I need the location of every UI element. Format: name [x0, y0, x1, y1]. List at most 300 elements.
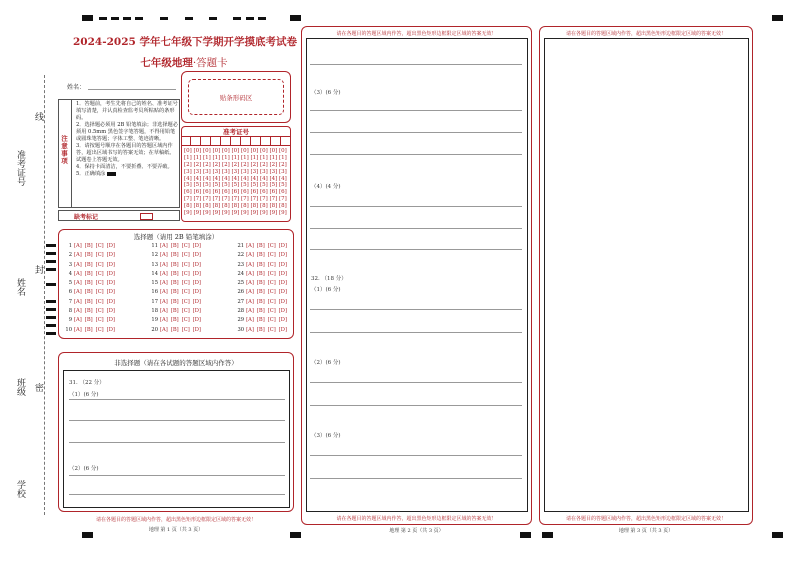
digit-bubble[interactable]: [5] — [193, 182, 202, 189]
mc-option-bubble[interactable]: [B] — [84, 289, 93, 296]
mc-question-number: 26 — [237, 289, 245, 296]
mc-option-bubble[interactable]: [A] — [246, 317, 254, 324]
digit-bubble[interactable]: [7] — [184, 196, 192, 203]
digit-bubble[interactable]: [5] — [260, 182, 268, 189]
digit-bubble[interactable]: [2] — [250, 161, 259, 168]
notice-title: 注意事项 — [60, 135, 68, 165]
digit-bubble[interactable]: [1] — [279, 154, 287, 161]
mc-option-bubble[interactable]: [C] — [267, 280, 276, 287]
mc-option-bubble[interactable]: [C] — [267, 261, 276, 268]
mc-option-bubble[interactable]: [D] — [278, 270, 287, 277]
digit-bubble[interactable]: [1] — [231, 154, 240, 161]
answer-line — [310, 206, 522, 207]
digit-bubble[interactable]: [1] — [193, 154, 202, 161]
mc-option-bubble[interactable]: [A] — [160, 308, 168, 315]
digit-bubble[interactable]: [6] — [279, 189, 287, 196]
digit-bubble[interactable]: [4] — [212, 175, 221, 182]
mc-option-bubble[interactable]: [B] — [170, 280, 179, 287]
digit-bubble[interactable]: [0] — [222, 148, 230, 154]
answer-line — [310, 309, 522, 310]
digit-bubble[interactable]: [0] — [279, 148, 287, 154]
digit-bubble[interactable]: [6] — [250, 189, 259, 196]
mc-option-bubble[interactable]: [B] — [84, 308, 93, 315]
timing-mark — [46, 252, 56, 255]
mc-option-bubble[interactable]: [D] — [192, 261, 201, 268]
answer-frame[interactable] — [544, 38, 749, 512]
mc-option-bubble[interactable]: [C] — [181, 280, 190, 287]
digit-bubble[interactable]: [8] — [184, 203, 192, 210]
digit-bubble[interactable]: [6] — [269, 189, 278, 196]
mc-question-number: 14 — [151, 270, 159, 277]
digit-bubble[interactable]: [4] — [250, 175, 259, 182]
digit-bubble[interactable]: [9] — [269, 210, 278, 217]
mc-option-bubble[interactable]: [D] — [278, 261, 287, 268]
mc-option-bubble[interactable]: [A] — [74, 252, 82, 259]
digit-bubble[interactable]: [7] — [260, 196, 268, 203]
admit-digit-grid — [184, 148, 287, 217]
digit-row — [184, 155, 287, 162]
mc-option-bubble[interactable]: [B] — [170, 298, 179, 305]
digit-bubble[interactable]: [4] — [269, 175, 278, 182]
mc-question-number: 1 — [68, 243, 72, 249]
mc-option-bubble[interactable]: [C] — [267, 326, 276, 333]
mc-option-bubble[interactable]: [B] — [170, 243, 179, 249]
digit-bubble[interactable]: [5] — [203, 182, 211, 189]
q31-2-label: （2）(6 分) — [69, 466, 99, 472]
mc-question-number: 16 — [151, 289, 159, 296]
mc-option-bubble[interactable]: [C] — [95, 270, 104, 277]
mc-option-bubble[interactable]: [B] — [170, 261, 179, 268]
mc-option-bubble[interactable]: [A] — [74, 326, 82, 333]
digit-bubble[interactable]: [0] — [241, 148, 249, 154]
digit-bubble[interactable]: [0] — [250, 148, 259, 154]
mc-question-number: 7 — [68, 298, 72, 305]
digit-bubble[interactable]: [4] — [279, 175, 287, 182]
digit-bubble[interactable]: [5] — [250, 182, 259, 189]
digit-bubble[interactable]: [2] — [260, 161, 268, 168]
mc-option-bubble[interactable]: [A] — [246, 243, 254, 249]
timing-mark — [135, 17, 143, 20]
mc-question-number: 20 — [151, 326, 159, 333]
absent-mark-label: 缺考标记 — [74, 214, 99, 221]
mc-option-bubble[interactable]: [B] — [84, 261, 93, 268]
mc-option-bubble[interactable]: [D] — [106, 326, 115, 333]
digit-bubble[interactable]: [5] — [184, 182, 192, 189]
digit-bubble[interactable]: [7] — [279, 196, 287, 203]
mc-question-number: 30 — [237, 326, 245, 333]
digit-bubble[interactable]: [2] — [241, 161, 249, 168]
mc-option-bubble[interactable]: [B] — [170, 289, 179, 296]
digit-row — [184, 182, 287, 189]
digit-bubble[interactable]: [6] — [260, 189, 268, 196]
digit-bubble[interactable]: [3] — [184, 168, 192, 175]
mc-option-bubble[interactable]: [C] — [181, 308, 190, 315]
mc-option-bubble[interactable]: [B] — [256, 243, 265, 249]
timing-mark — [46, 268, 56, 271]
page-footer: 地理 第 3 页（共 3 页） — [618, 528, 674, 534]
digit-bubble[interactable]: [3] — [222, 168, 230, 175]
mc-option-bubble[interactable]: [B] — [256, 326, 265, 333]
binding-line — [44, 75, 45, 515]
digit-bubble[interactable]: [8] — [231, 203, 240, 210]
mc-option-bubble[interactable]: [B] — [170, 252, 179, 259]
digit-bubble[interactable]: [8] — [212, 203, 221, 210]
mc-option-bubble[interactable]: [A] — [74, 317, 82, 324]
mc-option-bubble[interactable]: [C] — [181, 261, 190, 268]
digit-bubble[interactable]: [9] — [184, 210, 192, 217]
mc-option-bubble[interactable]: [D] — [278, 308, 287, 315]
digit-bubble[interactable]: [0] — [184, 148, 192, 154]
mc-option-bubble[interactable]: [A] — [246, 261, 254, 268]
mc-question-number: 21 — [237, 243, 245, 249]
mc-option-bubble[interactable]: [A] — [74, 280, 82, 287]
timing-mark — [246, 17, 254, 20]
timing-mark — [209, 17, 217, 20]
digit-bubble[interactable]: [8] — [269, 203, 278, 210]
mc-option-bubble[interactable]: [D] — [278, 289, 287, 296]
answer-line — [69, 442, 285, 443]
digit-bubble[interactable]: [0] — [193, 148, 202, 154]
digit-bubble[interactable]: [2] — [222, 161, 230, 168]
subject-suffix: ·答题卡 — [192, 57, 228, 69]
digit-bubble[interactable]: [9] — [212, 210, 221, 217]
digit-bubble[interactable]: [6] — [241, 189, 249, 196]
mc-option-bubble[interactable]: [B] — [256, 298, 265, 305]
digit-bubble[interactable]: [4] — [193, 175, 202, 182]
mc-question-number: 27 — [237, 298, 245, 305]
mc-option-bubble[interactable]: [A] — [160, 261, 168, 268]
mc-option-bubble[interactable]: [D] — [192, 298, 201, 305]
mc-option-bubble[interactable]: [B] — [170, 308, 179, 315]
mc-option-bubble[interactable]: [D] — [278, 280, 287, 287]
digit-bubble[interactable]: [8] — [250, 203, 259, 210]
mc-option-bubble[interactable]: [B] — [170, 317, 179, 324]
admit-number-label: 准考证号 — [15, 150, 25, 186]
digit-bubble[interactable]: [6] — [231, 189, 240, 196]
mc-option-bubble[interactable]: [D] — [192, 308, 201, 315]
digit-bubble[interactable]: [2] — [279, 161, 287, 168]
mc-option-bubble[interactable]: [D] — [106, 280, 115, 287]
timing-mark — [233, 17, 241, 20]
mc-option-bubble[interactable]: [A] — [246, 289, 254, 296]
digit-bubble[interactable]: [0] — [231, 148, 240, 154]
mc-option-bubble[interactable]: [C] — [267, 308, 276, 315]
digit-bubble[interactable]: [2] — [231, 161, 240, 168]
digit-bubble[interactable]: [3] — [231, 168, 240, 175]
answer-line — [310, 382, 522, 383]
digit-bubble[interactable]: [7] — [212, 196, 221, 203]
mc-question-number: 13 — [151, 261, 159, 268]
mc-option-bubble[interactable]: [A] — [160, 326, 168, 333]
timing-mark — [99, 17, 107, 20]
digit-bubble[interactable]: [9] — [260, 210, 268, 217]
mc-option-bubble[interactable]: [B] — [84, 326, 93, 333]
mc-option-bubble[interactable]: [D] — [192, 243, 201, 249]
digit-bubble[interactable]: [6] — [184, 189, 192, 196]
mc-option-bubble[interactable]: [D] — [278, 243, 287, 249]
digit-bubble[interactable]: [4] — [222, 175, 230, 182]
mc-option-bubble[interactable]: [D] — [106, 270, 115, 277]
mc-question-number: 8 — [68, 308, 72, 315]
mc-option-bubble[interactable]: [C] — [181, 298, 190, 305]
digit-row — [184, 196, 287, 203]
timing-mark — [258, 17, 266, 20]
mc-option-bubble[interactable]: [B] — [256, 317, 265, 324]
mc-option-bubble[interactable]: [A] — [74, 270, 82, 277]
mc-option-bubble[interactable]: [B] — [170, 326, 179, 333]
digit-bubble[interactable]: [3] — [269, 168, 278, 175]
digit-row — [184, 169, 287, 176]
digit-bubble[interactable]: [9] — [250, 210, 259, 217]
mc-option-bubble[interactable]: [D] — [278, 317, 287, 324]
digit-bubble[interactable]: [2] — [203, 161, 211, 168]
digit-bubble[interactable]: [1] — [222, 154, 230, 161]
digit-bubble[interactable]: [7] — [241, 196, 249, 203]
digit-bubble[interactable]: [4] — [260, 175, 268, 182]
mc-option-bubble[interactable]: [C] — [181, 289, 190, 296]
mc-option-bubble[interactable]: [D] — [106, 243, 115, 249]
digit-bubble[interactable]: [5] — [241, 182, 249, 189]
digit-bubble[interactable]: [6] — [193, 189, 202, 196]
q32-2-label: （2）(6 分) — [311, 360, 341, 366]
notice-item: 4．保持卡面清洁，不要折叠、不要弄破。 — [76, 164, 173, 170]
mc-option-bubble[interactable]: [B] — [84, 298, 93, 305]
mc-question-number: 17 — [151, 298, 159, 305]
digit-bubble[interactable]: [3] — [203, 168, 211, 175]
mc-option-bubble[interactable]: [C] — [95, 298, 104, 305]
digit-bubble[interactable]: [6] — [212, 189, 221, 196]
digit-bubble[interactable]: [5] — [231, 182, 240, 189]
digit-bubble[interactable]: [0] — [212, 148, 221, 154]
mc-option-bubble[interactable]: [A] — [246, 326, 254, 333]
digit-bubble[interactable]: [0] — [269, 148, 278, 154]
digit-bubble[interactable]: [5] — [279, 182, 287, 189]
mc-option-bubble[interactable]: [C] — [267, 243, 276, 249]
mc-option-bubble[interactable]: [B] — [256, 270, 265, 277]
digit-bubble[interactable]: [4] — [231, 175, 240, 182]
digit-bubble[interactable]: [0] — [203, 148, 211, 154]
digit-bubble[interactable]: [1] — [241, 154, 249, 161]
warning-note: 请在各题目的答题区域内作答，超出黑色矩形边框限定区域的答案无效！ — [565, 31, 726, 37]
mc-option-bubble[interactable]: [B] — [84, 270, 93, 277]
digit-bubble[interactable]: [9] — [203, 210, 211, 217]
mc-option-bubble[interactable]: [D] — [192, 317, 201, 324]
mc-question-row — [64, 308, 118, 317]
mc-option-bubble[interactable]: [D] — [106, 289, 115, 296]
mc-option-bubble[interactable]: [C] — [267, 317, 276, 324]
mc-option-bubble[interactable]: [B] — [84, 243, 93, 249]
digit-bubble[interactable]: [9] — [231, 210, 240, 217]
mc-option-bubble[interactable]: [C] — [95, 308, 104, 315]
mc-question-row — [236, 252, 290, 261]
notice-list — [76, 101, 178, 178]
mc-option-bubble[interactable]: [A] — [160, 280, 168, 287]
absent-mark-bubble[interactable] — [140, 213, 153, 220]
mc-option-bubble[interactable]: [B] — [256, 280, 265, 287]
mc-option-bubble[interactable]: [A] — [246, 308, 254, 315]
mc-question-row — [64, 262, 118, 271]
mc-option-bubble[interactable]: [A] — [74, 289, 82, 296]
digit-bubble[interactable]: [4] — [184, 175, 192, 182]
mc-option-bubble[interactable]: [C] — [181, 243, 190, 249]
digit-bubble[interactable]: [8] — [203, 203, 211, 210]
binding-label-secret: 密 — [33, 383, 43, 392]
digit-bubble[interactable]: [7] — [231, 196, 240, 203]
admit-write-row — [181, 136, 291, 146]
mc-option-bubble[interactable]: [D] — [106, 298, 115, 305]
mc-option-bubble[interactable]: [C] — [267, 270, 276, 277]
mc-option-bubble[interactable]: [B] — [170, 270, 179, 277]
digit-bubble[interactable]: [8] — [222, 203, 230, 210]
mc-option-bubble[interactable]: [A] — [246, 280, 254, 287]
digit-bubble[interactable]: [3] — [250, 168, 259, 175]
mc-option-bubble[interactable]: [B] — [256, 261, 265, 268]
mc-option-bubble[interactable]: [A] — [74, 243, 82, 249]
mc-option-bubble[interactable]: [C] — [95, 252, 104, 259]
mc-option-bubble[interactable]: [B] — [256, 289, 265, 296]
timing-mark — [46, 324, 56, 327]
answer-line — [310, 132, 522, 133]
mc-option-bubble[interactable]: [A] — [74, 298, 82, 305]
subject-name: 七年级地理 — [140, 57, 193, 69]
digit-bubble[interactable]: [9] — [241, 210, 249, 217]
digit-bubble[interactable]: [1] — [212, 154, 221, 161]
digit-bubble[interactable]: [2] — [184, 161, 192, 168]
school-label-side: 学校 — [15, 480, 25, 498]
admit-number-title: 准考证号 — [223, 128, 249, 136]
mc-option-bubble[interactable]: [A] — [160, 243, 168, 249]
digit-bubble[interactable]: [9] — [279, 210, 287, 217]
mc-option-bubble[interactable]: [C] — [181, 252, 190, 259]
mc-option-bubble[interactable]: [C] — [95, 261, 104, 268]
mc-question-row — [64, 280, 118, 289]
digit-bubble[interactable]: [2] — [269, 161, 278, 168]
mc-option-bubble[interactable]: [C] — [95, 289, 104, 296]
digit-bubble[interactable]: [6] — [222, 189, 230, 196]
mc-option-bubble[interactable]: [A] — [246, 270, 254, 277]
mc-question-row — [150, 289, 204, 298]
digit-bubble[interactable]: [1] — [269, 154, 278, 161]
mc-question-row — [236, 308, 290, 317]
mc-option-bubble[interactable]: [D] — [192, 270, 201, 277]
digit-bubble[interactable]: [2] — [193, 161, 202, 168]
mc-question-row — [236, 327, 290, 336]
mc-option-bubble[interactable]: [C] — [95, 317, 104, 324]
mc-option-bubble[interactable]: [A] — [160, 289, 168, 296]
mc-option-bubble[interactable]: [C] — [181, 326, 190, 333]
digit-bubble[interactable]: [1] — [184, 154, 192, 161]
exam-subtitle — [73, 51, 295, 70]
warning-note: 请在各题目的答题区域内作答，超出黑色矩形边框限定区域的答案无效！ — [336, 516, 497, 522]
mc-option-bubble[interactable]: [D] — [106, 261, 115, 268]
digit-bubble[interactable]: [7] — [193, 196, 202, 203]
digit-bubble[interactable]: [7] — [269, 196, 278, 203]
timing-mark — [290, 15, 301, 21]
warning-note: 请在各题目的答题区域内作答，超出黑色矩形边框限定区域的答案无效！ — [336, 31, 497, 37]
mc-option-bubble[interactable]: [D] — [192, 289, 201, 296]
digit-bubble[interactable]: [8] — [241, 203, 249, 210]
digit-bubble[interactable]: [7] — [222, 196, 230, 203]
mc-option-bubble[interactable]: [A] — [246, 252, 254, 259]
mc-option-bubble[interactable]: [A] — [160, 298, 168, 305]
digit-bubble[interactable]: [1] — [250, 154, 259, 161]
warning-note: 请在各题目的答题区域内作答，超出黑色矩形边框限定区域的答案无效！ — [565, 516, 726, 522]
mc-option-bubble[interactable]: [B] — [84, 252, 93, 259]
mc-option-bubble[interactable]: [A] — [160, 270, 168, 277]
mc-option-bubble[interactable]: [D] — [278, 252, 287, 259]
digit-bubble[interactable]: [9] — [193, 210, 202, 217]
mc-question-row — [236, 243, 290, 252]
warning-note: 请在各题目的答题区域内作答，超出黑色矩形边框限定区域的答案无效！ — [95, 517, 256, 523]
mc-option-bubble[interactable]: [C] — [95, 326, 104, 333]
digit-bubble[interactable]: [2] — [212, 161, 221, 168]
digit-bubble[interactable]: [4] — [241, 175, 249, 182]
mc-option-bubble[interactable]: [A] — [160, 252, 168, 259]
mc-column — [150, 243, 204, 336]
mc-option-bubble[interactable]: [C] — [181, 270, 190, 277]
digit-bubble[interactable]: [7] — [250, 196, 259, 203]
mc-question-number: 3 — [68, 261, 72, 268]
digit-bubble[interactable]: [9] — [222, 210, 230, 217]
digit-bubble[interactable]: [0] — [260, 148, 268, 154]
mc-option-bubble[interactable]: [C] — [181, 317, 190, 324]
digit-row — [184, 189, 287, 196]
mc-question-number: 10 — [65, 326, 72, 333]
digit-bubble[interactable]: [5] — [212, 182, 221, 189]
digit-bubble[interactable]: [5] — [269, 182, 278, 189]
mc-option-bubble[interactable]: [A] — [74, 308, 82, 315]
mc-option-bubble[interactable]: [D] — [192, 252, 201, 259]
timing-mark — [772, 15, 783, 21]
mc-option-bubble[interactable]: [C] — [267, 289, 276, 296]
mc-option-bubble[interactable]: [A] — [160, 317, 168, 324]
mc-option-bubble[interactable]: [B] — [256, 308, 265, 315]
mc-option-bubble[interactable]: [A] — [246, 298, 254, 305]
mc-option-bubble[interactable]: [D] — [106, 308, 115, 315]
mc-option-bubble[interactable]: [B] — [256, 252, 265, 259]
mc-option-bubble[interactable]: [D] — [278, 298, 287, 305]
mc-option-bubble[interactable]: [C] — [95, 280, 104, 287]
digit-bubble[interactable]: [3] — [241, 168, 249, 175]
digit-bubble[interactable]: [1] — [260, 154, 268, 161]
mc-option-bubble[interactable]: [B] — [84, 317, 93, 324]
mc-option-bubble[interactable]: [C] — [267, 252, 276, 259]
mc-option-bubble[interactable]: [B] — [84, 280, 93, 287]
digit-bubble[interactable]: [6] — [203, 189, 211, 196]
digit-bubble[interactable]: [1] — [203, 154, 211, 161]
mc-option-bubble[interactable]: [A] — [74, 261, 82, 268]
mc-option-bubble[interactable]: [D] — [192, 280, 201, 287]
mc-option-bubble[interactable]: [D] — [106, 317, 115, 324]
mc-option-bubble[interactable]: [D] — [192, 326, 201, 333]
digit-bubble[interactable]: [8] — [193, 203, 202, 210]
mc-option-bubble[interactable]: [D] — [278, 326, 287, 333]
digit-bubble[interactable]: [5] — [222, 182, 230, 189]
timing-mark — [46, 260, 56, 263]
mc-option-bubble[interactable]: [D] — [106, 252, 115, 259]
digit-bubble[interactable]: [3] — [193, 168, 202, 175]
digit-bubble[interactable]: [8] — [260, 203, 268, 210]
digit-bubble[interactable]: [3] — [279, 168, 287, 175]
digit-bubble[interactable]: [8] — [279, 203, 287, 210]
digit-bubble[interactable]: [7] — [203, 196, 211, 203]
digit-bubble[interactable]: [3] — [260, 168, 268, 175]
mc-option-bubble[interactable]: [C] — [95, 243, 104, 249]
mc-question-number: 11 — [151, 243, 159, 249]
digit-bubble[interactable]: [4] — [203, 175, 211, 182]
digit-bubble[interactable]: [3] — [212, 168, 221, 175]
mc-option-bubble[interactable]: [C] — [267, 298, 276, 305]
